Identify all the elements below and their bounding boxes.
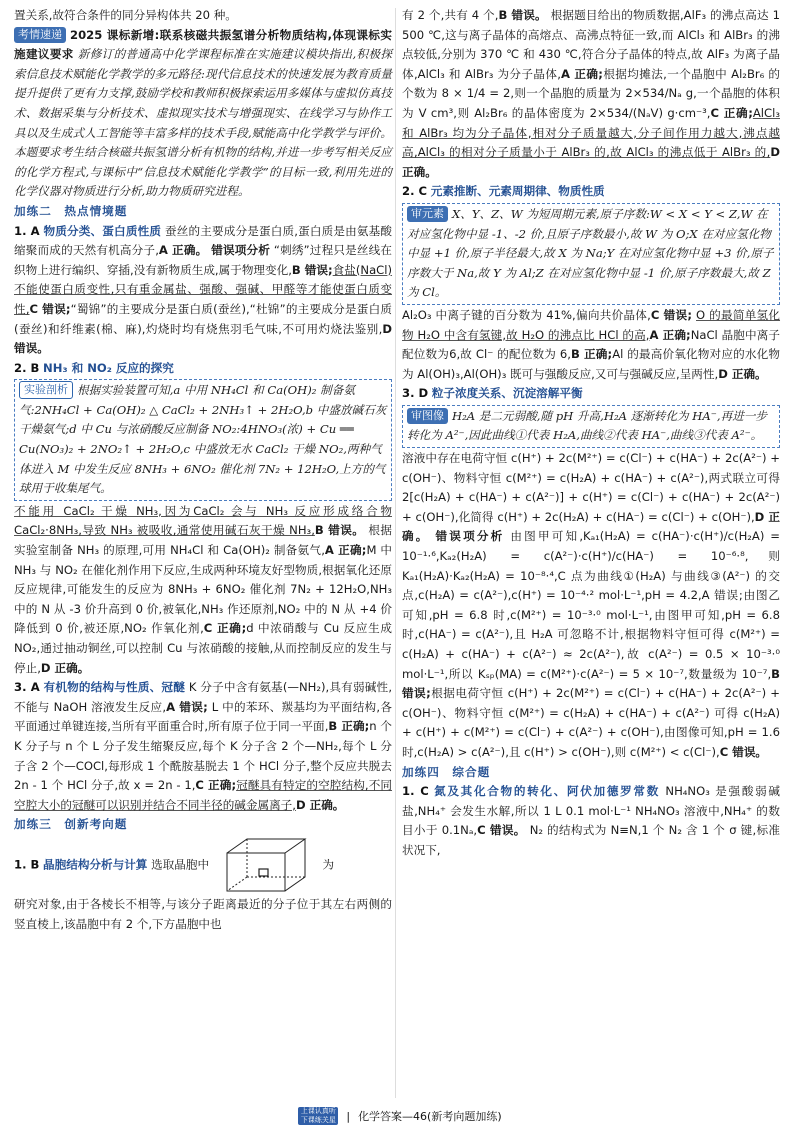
answer-text: 研究对象,由于各棱长不相等,与该分子距离最近的分子位于其左右两侧的竖直棱上,该晶胞中有 2 个,下方晶胞中也 [14,896,392,931]
question-number: 1. A [14,223,40,238]
section-heading: 加练四 综合题 [402,764,491,779]
verdict: D 错误。 [14,321,392,356]
page-number-label: 化学答案—46(新考向题加练) [358,1110,502,1123]
question-5-body [402,306,780,384]
question-5-heading [402,182,780,202]
graph-analysis-box [402,405,780,448]
verdict: D 正确。 [402,145,780,179]
answer-text: O 的最简单氢化物 H₂O 中含有氢键,故 H₂O 的沸点比 HCl 的高, [402,307,781,342]
question-topic: 粒子浓度关系、沉淀溶解平衡 [431,386,583,401]
answer-text: Al 的最高价氧化物对应的水化物为 Al(OH)₃,Al(OH)₃ 既可与强酸反应,又可与强碱反应,呈两性, [402,347,780,381]
answer-text: 根据题目给出的物质数据,AlF₃ 的沸点高达 1 500 ℃,这与离子晶体的高熔点、高沸点特征一致,而 AlCl₃ 和 AlBr₃ 的沸点较低,分别为 370 ℃ 和 430 ℃,符合分子晶体的特点,故 AlF₃ 为离子晶体,AlCl₃ 和 AlBr₃ 为分子晶体, [402,8,781,81]
box-text: H₂A 是二元弱酸,随 pH 升高,H₂A 逐渐转化为 HA⁻,再进一步转化为 A²⁻,因此曲线①代表 H₂A,曲线②代表 HA⁻,曲线③代表 A²⁻。 [407,408,767,443]
question-4-continued [402,6,780,182]
verdict: C 错误。 [719,744,768,759]
verdict: B 错误; [402,666,780,701]
answer-text: “蜀锦”的主要成分是蛋白质(蚕丝),“杜锦”的主要成分是蛋白质(蚕丝)和纤维素(棉、麻),灼烧时均有烧焦羽毛气味,不可用灼烧法鉴别, [14,301,392,336]
column-divider [395,8,396,1098]
verdict: B 正确; [328,719,370,734]
question-4 [14,835,392,895]
answer-text: 不能用 CaCl₂ 干燥 NH₃,因为CaCl₂ 会与 NH₃ 反应形成络合物 CaCl₂·8NH₃,导致 NH₃ 被吸收,通常使用碱石灰干燥 NH₃, [14,503,392,538]
answer-text: NaCl 晶胞中离子配位数为6,故 Cl⁻ 的配位数为 6, [402,327,781,362]
question-topic: 元素推断、元素周期律、物质性质 [430,184,605,199]
question-3 [14,678,392,815]
answer-text: 由图甲可知,Kₐ₁(H₂A) = c(HA⁻)·c(H⁺)/c(H₂A) = 10⁻¹·⁶,Kₐ₂(H₂A) = c(A²⁻)·c(H⁺)/c(HA⁻) = 10⁻⁶·⁸,则 Kₐ₁(H₂A)·Kₐ₂(H₂A) = 10⁻⁸·⁴,C 点为曲线①(H₂A) 与曲线③(A²⁻) 的交点,c(H₂A) = c(A²⁻),c(H⁺) = 10⁻⁴·² mol·L⁻¹,pH = 4.2,A 错误;由图乙可知,pH = 6.8 时,c(M²⁺) = 10⁻³·⁰ mol·L⁻¹,由图甲可知,pH = 6.8 时,c(HA⁻) = c(A²⁻),且 H₂A 可忽略不计,根据物料守恒可得 c(M²⁺) = c(H₂A) + c(HA⁻) + c(A²⁻) ≈ 2c(A²⁻),故 c(A²⁻) = 0.5 × 10⁻³·⁰ mol·L⁻¹,所以 Kₛₚ(MA) = c(M²⁺)·c(A²⁻) = 5 × 10⁻⁷,数量级为 10⁻⁷, [402,529,780,681]
kaoqing-body: 新修订的普通高中化学课程标准在实施建议模块指出,积极探索信息技术赋能化学教学的多元路径:现代信息技术的快速发展为教育质量提升提供了更有力支撑,鼓励学校和教师积极探索运用多媒体与虚拟仿真技术、数据采集与分析技术、虚拟现实技术与增强现实、在线学习与协作工具以及生成式人工智能等丰富多样的技术手段,赋能高中化学教学与评价。本题要求考生结合核磁共振氢谱分析有机物的结构,并进一步考写相关反应的化学方程式,与课标中“信息技术赋能化学教学”的目标一致,利用先进的化学仪器对物质进行分析,助力物质研究进程。 [14,47,393,199]
answer-text: M 中 NH₃ 与 NO₂ 在催化剂作用下反应,生成两种环境友好型物质,根据氧化还原反应规律,可能发生的反应为 8NH₃ + 6NO₂ 催化剂 7N₂ + 12H₂O,NH₃ 中的 N 从 -3 价升高到 0 价,被氧化,NH₃ 作还原剂,NO₂ 中的 N 从 +4 价降低到 0 价,被还原,NO₂ 作氧化剂, [14,543,392,636]
answer-text: 根据电荷守恒 c(H⁺) + 2c(M²⁺) = c(Cl⁻) + c(HA⁻) + 2c(A²⁻) + c(OH⁻)、物料守恒 c(M²⁺) = c(H₂A) + c(HA⁻) + c(A²⁻) 可得 c(H₂A) + c(H⁺) + c(M²⁺) = c(Cl⁻) + c(A²⁻) + c(OH⁻),由图像可知,pH = 1.6 时,c(H₂A) > c(A²⁻),且 c(H⁺) > c(OH⁻),则 c(M²⁺) < c(Cl⁻), [402,686,781,759]
question-topic: 晶胞结构分析与计算 [43,857,148,872]
answer-text: d 中浓硝酸与 Cu 反应生成 NO₂,通过抽动铜丝,可以控制 Cu 与浓硝酸的接触,从而控制反应的发生与停止, [14,621,393,675]
verdict: B 错误。 [498,8,547,22]
verdict: A 正确; [649,327,691,342]
verdict: A 正确。 [158,243,208,258]
verdict: C 错误; [650,307,693,322]
answer-text: 根据实验室制备 NH₃ 的原理,可用 NH₄Cl 和 Ca(OH)₂ 制备氨气, [14,523,393,558]
question-6-heading [402,384,780,404]
kaoqing-tag: 考情速递 [14,27,66,43]
answer-text: 冠醚具有特定的空腔结构,不同空腔大小的冠醚可以识别并结合不同半径的碱金属离子, [14,778,393,812]
answer-text: “刺绣”过程只是丝线在织物上进行编织、穿插,没有新物质生成,属于物理变化, [14,243,392,277]
verdict: D 正确。 [295,797,345,812]
verdict: D 正确。 [40,660,90,675]
verdict: B 错误。 [314,523,365,538]
answer-text: n 个 K 分子与 n 个 L 分子发生缩聚反应,每个 K 分子含 2 个—NH₂,每个 L 分子含 2 个—COCl,每形成 1 个酰胺基脱去 1 个 HCl 分子,整个反应共脱去 2n - 1 个 HCl 分子,故 x = 2n - 1, [14,719,392,793]
verdict: C 正确; [710,105,753,120]
section-heading: 加练二 热点情境题 [14,203,128,218]
answer-text: 根据均摊法,一个晶胞中 Al₂Br₆ 的个数为 8 × 1/4 = 2,则一个晶胞的质量为 2×534/Nₐ g,一个晶胞的体积为 V cm³,则 Al₂Br₆ 的晶体密度为 2×534/(NₐV) g·cm⁻³, [402,66,780,120]
question-number: 3. D [402,386,429,401]
kaoqing-block [14,26,392,202]
logo-line: 上课认真听 [300,1107,336,1115]
answer-text: 溶液中存在电荷守恒 c(H⁺) + 2c(M²⁺) = c(Cl⁻) + c(HA⁻) + 2c(A²⁻) + c(OH⁻)、物料守恒 c(M²⁺) = c(H₂A) + c(HA⁻) + c(A²⁻),两式联立可得 2[c(H₂A) + c(HA⁻) + c(A²⁻)] + c(H⁺) = c(Cl⁻) + c(HA⁻) + 2c(A²⁻) + c(OH⁻),化简得 c(H⁺) + 2c(H₂A) + c(HA⁻) = c(Cl⁻) + c(OH⁻), [402,451,780,524]
question-number: 1. B [14,857,40,872]
experiment-tag: 实验剖析 [19,381,73,399]
question-number: 2. B [14,360,40,375]
answer-text: Al₂O₃ 中离子键的百分数为 41%,偏向共价晶体, [402,307,651,322]
verdict: A 错误; [166,699,208,714]
paragraph: 置关系,故符合条件的同分异构体共 20 种。 [14,8,237,22]
question-2-heading [14,359,392,379]
question-7 [402,782,780,860]
question-topic: NH₃ 和 NO₂ 反应的探究 [43,360,174,375]
brand-logo [298,1107,338,1125]
question-number: 3. A [14,680,40,695]
right-column [402,6,780,861]
answer-text: K 分子中含有氨基(—NH₂),具有弱碱性,不能与 NaOH 溶液发生反应, [14,680,393,714]
verdict: A 正确; [560,66,603,81]
question-topic: 物质分类、蛋白质性质 [43,223,162,238]
section-heading: 加练三 创新考向题 [14,817,128,832]
element-tag: 审元素 [407,206,448,222]
answer-text: L 中的苯环、羰基均为平面结构,各平面通过单键连接,当所有平面重合时,所有原子位于同一平面, [14,699,392,734]
verdict: C 正确; [203,621,247,636]
page-footer [0,1104,800,1128]
verdict: D 正确。 [718,366,767,381]
question-6-body [402,449,780,763]
question-number: 2. C [402,184,428,199]
graph-tag: 审图像 [407,408,448,424]
question-topic: 有机物的结构与性质、冠醚 [43,680,185,695]
verdict: B 正确; [570,347,613,362]
answer-text: 选取晶胞中 [151,857,210,872]
verdict: A 正确; [324,543,367,558]
question-1 [14,222,392,359]
question-topic: 氮及其化合物的转化、阿伏加德罗常数 [434,784,660,799]
verdict: C 正确; [195,778,237,793]
verdict: C 错误; [29,301,71,316]
logo-line: 下课练关星 [300,1116,336,1124]
box-text: 根据实验装置可知,a 中用 NH₄Cl 和 Ca(OH)₂ 制备氨气:2NH₄Cl + Ca(OH)₂ △ CaCl₂ + 2NH₃↑ + 2H₂O,b 中盛放碱石灰干燥氨气;d 中 Cu 与浓硝酸反应制备 NO₂:4HNO₃(浓) + Cu ══ Cu(NO₃)₂ + 2NO₂↑ + 2H₂O,c 中盛放无水 CaCl₂ 干燥 NO₂,两种气体进入 M 中发生反应 8NH₃ + 6NO₂ 催化剂 7N₂ + 12H₂O,上方的气球用于收集尾气。 [19,383,387,496]
experiment-analysis-box [14,379,392,501]
error-analysis-label: 错误项分析 [435,529,505,544]
verdict: D 正确。 [402,509,780,544]
answer-text: 有 2 个,共有 4 个, [402,8,499,22]
box-text: X、Y、Z、W 为短周期元素,原子序数:W < X < Y < Z,W 在对应氢化物中显 -1、-2 价,且原子序数最小,故 W 为 O;X 在对应氢化物中显 +1 价,原子半径最大,故 X 为 Na;Y 在对应氢化物中显 +3 价,原子序数大于 Na,故 Y 为 Al;Z 在对应氢化物中显 -1 价,原子序数最大,故 Z 为 Cl。 [407,206,774,300]
answer-text: AlCl₃ 和 AlBr₃ 均为分子晶体,相对分子质量越大,分子间作用力越大,沸点越高,AlCl₃ 的相对分子质量小于 AlBr₃ 的,故 AlCl₃ 的沸点低于 AlBr₃ 的, [402,105,780,160]
answer-text: 蚕丝的主要成分是蛋白质,蛋白质是由氨基酸缩聚而成的天然有机高分子, [14,223,393,258]
answer-text: 食盐(NaCl)不能使蛋白质变性,只有重金属盐、强酸、强碱、甲醛等才能使蛋白质变性, [14,262,393,316]
element-analysis-box [402,203,780,305]
question-2-body [14,502,392,678]
footer-separator: | [346,1109,351,1123]
kaoqing-title: 2025 课标新增:联系核磁共振氢谱分析物质结构,体现课标实施建议要求 [14,27,392,62]
error-analysis-label: 错误项分析 [211,243,271,258]
unit-cell-diagram [221,835,311,895]
verdict: B 错误; [291,262,333,277]
left-column [14,6,392,934]
answer-text: NH₄NO₃ 是强酸弱碱盐,NH₄⁺ 会发生水解,所以 1 L 0.1 mol·L⁻¹ NH₄NO₃ 溶液中,NH₄⁺ 的数目小于 0.1Nₐ, [402,784,780,838]
question-number: 1. C [402,784,429,799]
answer-text: N₂ 的结构式为 N≡N,1 个 N₂ 含 1 个 σ 键,标准状况下, [402,823,781,857]
answer-text: 为 [322,857,335,872]
verdict: C 错误。 [477,823,526,838]
